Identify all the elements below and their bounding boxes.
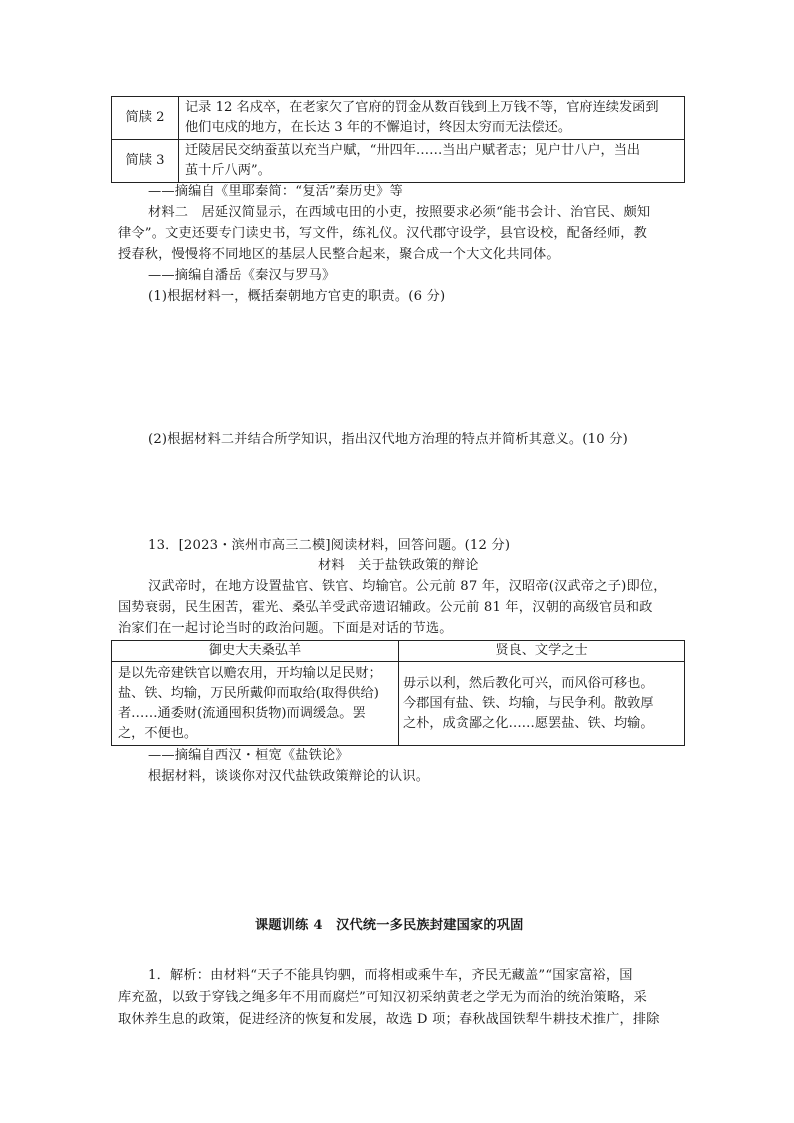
row-line: 茧十斤八两”。: [185, 163, 271, 178]
left-cell: [112, 662, 399, 746]
bamboo-slips-table: [111, 96, 685, 183]
debate-table: [111, 640, 685, 746]
source-citation-2: ——摘编自潘岳《秦汉与罗马》: [148, 268, 336, 283]
section-title: 课题训练 4 汉代统一多民族封建国家的巩固: [255, 918, 524, 933]
row-label: 简牍 2: [112, 97, 179, 140]
table-row: [112, 140, 685, 183]
row-line: 迁陵居民交纳蚕茧以充当户赋，“卅四年……当出户赋者志；见户廿八户，当出: [185, 143, 641, 158]
intro-line: 汉武帝时，在地方设置盐官、铁官、均输官。公元前 87 年，汉昭帝(汉武帝之子)即位，: [148, 579, 667, 594]
cell-line: 今郡国有盐、铁、均输，与民争利。散敦厚: [403, 695, 654, 711]
right-cell: [399, 662, 685, 746]
cell-line: 之朴，成贪鄙之化……愿罢盐、铁、均输。: [403, 715, 654, 731]
source-citation-3: ——摘编自西汉・桓宽《盐铁论》: [148, 748, 349, 763]
cell-line: 者……通委财(流通囤积货物)而调缓急。罢: [118, 705, 366, 721]
question-2: (2)根据材料二并结合所学知识，指出汉代地方治理的特点并简析其意义。(10 分): [148, 432, 628, 447]
row-content: [179, 140, 685, 183]
question-1: (1)根据材料一，概括秦朝地方官吏的职责。(6 分): [148, 289, 446, 304]
header-cell: 贤良、文学之士: [399, 641, 685, 662]
analysis-line: 1．解析：由材料“天子不能具钧驷，而将相或乘牛车，齐民无藏盖”“国家富裕，国: [148, 968, 633, 983]
row-line: 他们屯戍的地方，在长达 3 年的不懈追讨，终因太穷而无法偿还。: [185, 120, 572, 135]
question-13-prompt: 根据材料，谈谈你对汉代盐铁政策辩论的认识。: [148, 769, 430, 784]
material-2-line: 材料二 居延汉简显示，在西域屯田的小吏，按照要求必须“能书会计、治官民、颇知: [148, 205, 651, 220]
cell-line: 是以先帝建铁官以赡农用，开均输以足民财；: [118, 665, 382, 681]
table-row: [112, 97, 685, 140]
source-citation-1: ——摘编自《里耶秦简：“复活”秦历史》等: [148, 184, 403, 199]
question-13-heading: 13．[2023・滨州市高三二模]阅读材料，回答问题。(12 分): [148, 538, 511, 553]
intro-line: 治家们在一起讨论当时的政治问题。下面是对话的节选。: [118, 621, 453, 636]
table-row: [112, 662, 685, 746]
material-2-line: 授春秋，慢慢将不同地区的基层人民整合起来，聚合成一个大文化共同体。: [118, 247, 560, 262]
row-content: [179, 97, 685, 140]
row-label: 简牍 3: [112, 140, 179, 183]
analysis-line: 取休养生息的政策，促进经济的恢复和发展，故选 D 项；春秋战国铁犁牛耕技术推广，排除: [118, 1012, 660, 1027]
row-line: 记录 12 名戍卒，在老家欠了官府的罚金从数百钱到上万钱不等，官府连续发函到: [185, 100, 659, 115]
analysis-line: 库充盈，以致于穿钱之绳多年不用而腐烂”可知汉初采纳黄老之学无为而治的统治策略，采: [118, 990, 648, 1005]
cell-line: 之，不便也。: [118, 725, 198, 741]
intro-line: 国势衰弱，民生困苦，霍光、桑弘羊受武帝遗诏辅政。公元前 81 年，汉朝的高级官员和政: [118, 600, 653, 615]
table-header-row: [112, 641, 685, 662]
header-cell: 御史大夫桑弘羊: [112, 641, 399, 662]
cell-line: 盐、铁、均输，万民所戴仰而取给(取得供给): [118, 685, 379, 701]
material-title: 材料 关于盐铁政策的辩论: [318, 558, 479, 573]
material-2-line: 律令”。文吏还要专门读史书，写文件，练礼仪。汉代郡守设学，县官设校，配备经师，教: [118, 226, 648, 241]
cell-line: 毋示以利，然后教化可兴，而风俗可移也。: [403, 675, 654, 691]
